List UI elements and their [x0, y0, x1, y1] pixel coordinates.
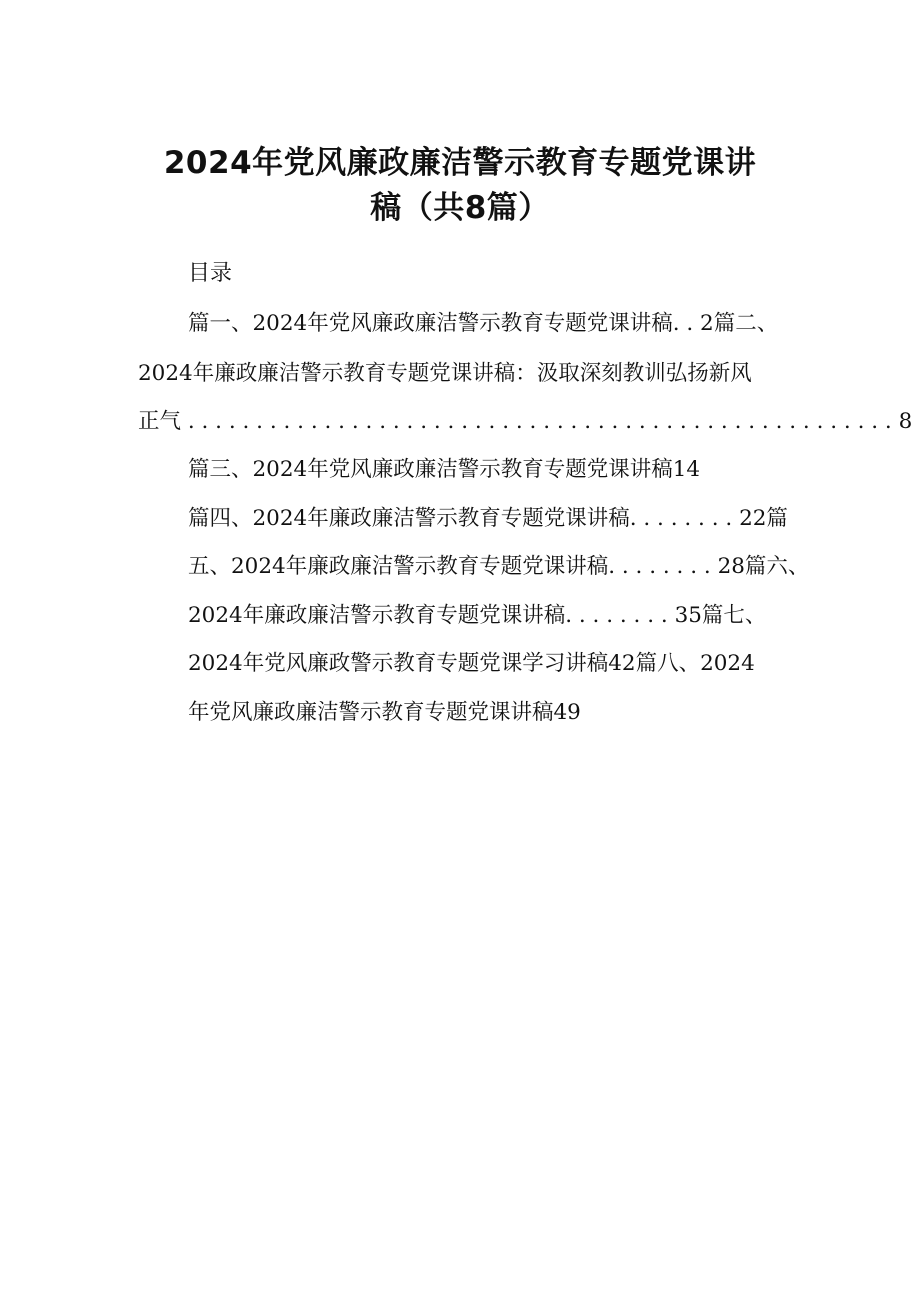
toc-line-5[interactable]: 篇四、2024年廉政廉洁警示教育专题党课讲稿. . . . . . . . 22篇 [188, 506, 788, 531]
document-title-line-1: 2024年党风廉政廉洁警示教育专题党课讲 [163, 145, 757, 181]
toc-line-8[interactable]: 2024年党风廉政警示教育专题党课学习讲稿42篇八、2024 [188, 651, 755, 676]
toc-heading: 目录 [188, 261, 233, 286]
toc-line-1[interactable]: 篇一、2024年党风廉政廉洁警示教育专题党课讲稿. . 2篇二、 [188, 311, 779, 336]
toc-line-7[interactable]: 2024年廉政廉洁警示教育专题党课讲稿. . . . . . . . 35篇七、 [188, 603, 767, 628]
toc-line-9[interactable]: 年党风廉政廉洁警示教育专题党课讲稿49 [188, 700, 581, 725]
document-title-line-2: 稿（共8篇） [370, 190, 550, 226]
toc-line-3[interactable]: 正气 . . . . . . . . . . . . . . . . . . . . . . . . . . . . . . . . . . . . . . . . . . . . . . . . . . . . 8 [138, 409, 913, 434]
toc-line-4[interactable]: 篇三、2024年党风廉政廉洁警示教育专题党课讲稿14 [188, 457, 701, 482]
toc-line-6[interactable]: 五、2024年廉政廉洁警示教育专题党课讲稿. . . . . . . . 28篇六、 [188, 554, 810, 579]
toc-line-2[interactable]: 2024年廉政廉洁警示教育专题党课讲稿：汲取深刻教训弘扬新风 [138, 361, 752, 386]
